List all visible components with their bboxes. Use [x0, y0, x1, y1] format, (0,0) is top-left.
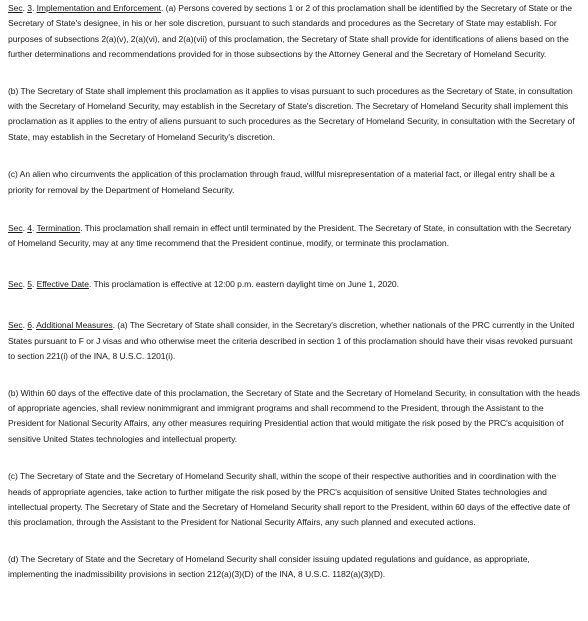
section-body-text: This proclamation is effective at 12:00 p.m. eastern daylight time on June 1, 2020. [91, 278, 399, 289]
section-body-text: (a) The Secretary of State shall consider, in the Secretary's discretion, whether nationals of the PRC currently in the United States pursuant to F or J visas and who otherwise meet the criteria described in section 1 of this proclamation should have their visas revoked pursuant to section 221(i) of the INA, 8 U.S.C. 1201(i). [8, 320, 575, 362]
section-5-paragraph: Sec. 5. Effective Date. This proclamation is effective at 12:00 p.m. eastern daylight time on June 1, 2020. [8, 278, 399, 289]
section-heading: Additional Measures [36, 320, 113, 331]
section-heading: Effective Date [36, 278, 89, 289]
section-3-paragraph-a: Sec. 3. Implementation and Enforcement. (a) Persons covered by sections 1 or 2 of this proclamation shall be identified by the Secretary of State or the Secretary of State's designee, in his or her sole discretion, pursuant to such standards and procedures as the Secretary of State may establish. For purposes of subsections 2(a)(v), 2(a)(vi), and 2(a)(vii) of this proclamation, the Secretary of State shall provide for identifications of aliens based on the further determinations and recommendations provided for in those subsections by the Attorney General and the Secretary of Homeland Security. [8, 3, 572, 60]
section-label: Sec [8, 3, 23, 13]
section-number: 6 [27, 320, 32, 331]
section-6-paragraph-b: (b) Within 60 days of the effective date of this proclamation, the Secretary of State and the Secretary of Homeland Security, in consultation with the heads of appropriate agencies, shall review nonimmigrant and immigrant programs and shall recommend to the President, through the Assistant to the President for National Security Affairs, any other measures requiring Presidential action that would mitigate the risk posed by the PRC's acquisition of sensitive United States technologies and intellectual property. [8, 387, 580, 444]
section-body-text: (a) Persons covered by sections 1 or 2 of this proclamation shall be identified by the Secretary of State or the Secretary of State's designee, in his or her sole discretion, pursuant to such standards and procedures as the Secretary of State may establish. For purposes of subsections 2(a)(v), 2(a)(vi), and 2(a)(vii) of this proclamation, the Secretary of State shall provide for identifications of aliens based on the further determinations and recommendations provided for in those subsections by the Attorney General and the Secretary of Homeland Security. [8, 3, 572, 60]
section-4-paragraph: Sec. 4. Termination. This proclamation shall remain in effect until terminated by the President. The Secretary of State, in consultation with the Secretary of Homeland Security, may at any time recommend that the President continue, modify, or terminate this proclamation. [8, 223, 572, 249]
section-3-paragraph-c: (c) An alien who circumvents the application of this proclamation through fraud, willful misrepresentation of a material fact, or illegal entry shall be a priority for removal by the Department of Homeland Security. [8, 169, 555, 195]
section-6-paragraph-d: (d) The Secretary of State and the Secretary of Homeland Security shall consider issuing updated regulations and guidance, as appropriate, implementing the inadmissibility provisions in section 212(a)(3)(D) of the INA, 8 U.S.C. 1182(a)(3)(D). [8, 553, 530, 580]
section-heading: Termination [36, 223, 81, 234]
section-label: Sec [8, 278, 23, 289]
section-6-paragraph-a: Sec. 6. Additional Measures. (a) The Secretary of State shall consider, in the Secretary's discretion, whether nationals of the PRC currently in the United States pursuant to F or J visas and who otherwise meet the criteria described in section 1 of this proclamation should have their visas revoked pursuant to section 221(i) of the INA, 8 U.S.C. 1201(i). [8, 320, 575, 362]
section-label: Sec [8, 320, 23, 331]
section-number: 5 [27, 278, 32, 289]
section-number: 3 [27, 3, 32, 13]
section-3-paragraph-b: (b) The Secretary of State shall implement this proclamation as it applies to visas pursuant to such procedures as the Secretary of State, in consultation with the Secretary of Homeland Security, may establish in the Secretary of State's discretion. The Secretary of Homeland Security shall implement this proclamation as it applies to the entry of aliens pursuant to such procedures as the Secretary of Homeland Security, in consultation with the Secretary of State, may establish in the Secretary of Homeland Security's discretion. [8, 85, 575, 142]
section-number: 4 [27, 223, 32, 234]
section-label: Sec [8, 223, 23, 234]
section-body-text: This proclamation shall remain in effect until terminated by the President. The Secretary of State, in consultation with the Secretary of Homeland Security, may at any time recommend that the President continue, modify, or terminate this proclamation. [8, 223, 572, 249]
proclamation-document [8, 1, 580, 583]
section-heading: Implementation and Enforcement [36, 3, 162, 13]
section-6-paragraph-c: (c) The Secretary of State and the Secretary of Homeland Security shall, within the scope of their respective authorities and in coordination with the heads of appropriate agencies, take action to further mitigate the risk posed by the PRC's acquisition of sensitive United States technologies and intellectual property. The Secretary of State and the Secretary of Homeland Security shall report to the President, within 60 days of the effective date of this proclamation, through the Assistant to the President for National Security Affairs, any such planned and executed actions. [8, 471, 570, 528]
